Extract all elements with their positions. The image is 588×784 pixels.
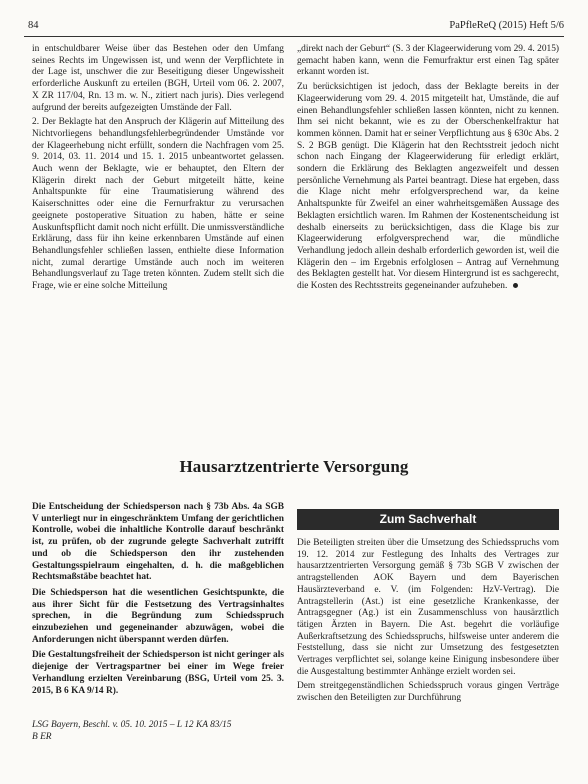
sachverhalt-heading: Zum Sachverhalt xyxy=(297,509,559,530)
headnote: Die Gestaltungsfreiheit der Schiedsperson ist nicht geringer als diejenige der Vertragspartner bei einer im Wege freier Verhandlung erzielten Vereinbarung (BSG, Urteil vom 25. 3. 2015, B 6 KA 9/14 R). xyxy=(32,650,284,696)
headnotes xyxy=(32,502,284,701)
case-citation xyxy=(32,720,284,743)
paragraph xyxy=(297,82,559,293)
citation-line: B ER xyxy=(32,731,52,742)
paragraph: Die Beteiligten streiten über die Umsetzung des Schiedsspruchs vom 19. 12. 2014 zur Festlegung des Inhalts des Vertrages zur hausarztzentrierten Versorgung gemäß § 73b SGB V zwischen der antragstellenden AOK Bayern und dem Bayerischen Hausärzteverband e. V. (im Folgenden: HzV-Vertrag). Die Antragstellerin (Ast.) ist eine gesetzliche Krankenkasse, der Antragsgegner (Ag.) ist ein Zusammenschluss von hausärztlich tätigen Ärzten in Bayern. Die Ast. begehrt die vorläufige Außerkraftsetzung des Schiedsspruchs, hilfsweise unter anderem die Feststellung, dass sie nicht zur Umsetzung des festgesetzten Vertrages verpflichtet sei, solange keine Einigung insbesondere über die Ausgestaltung bestimmter Anhänge erzielt worden sei. xyxy=(297,538,559,677)
sachverhalt-body xyxy=(297,538,559,708)
headnote: Die Schiedsperson hat die wesentlichen Gesichtspunkte, die aus ihrer Sicht für die Festsetzung des Vertragsinhaltes sprechen, in die Begründung zum Schiedsspruch einzubeziehen und gegeneinander abzuwägen, wobei die Anforderungen nicht überspannt werden dürfen. xyxy=(32,587,284,645)
top-right-column xyxy=(297,44,559,296)
top-left-column xyxy=(32,44,284,296)
page-number: 84 xyxy=(28,20,39,31)
section-title: Hausarztzentrierte Versorgung xyxy=(179,457,409,476)
header-rule xyxy=(24,36,564,37)
paragraph-text: Zu berücksichtigen ist jedoch, dass der Beklagte bereits in der Klageerwiderung vom 29. 4. 2015 mitgeteilt hat, Umstände, die auf einen Behandlungsfehler schließen lassen könnten, nicht zu kennen. Ihm sei nicht bekannt, wie es zu der Oberschenkelfraktur hat kommen können. Damit hat er seiner Verpflichtung aus § 630c Abs. 2 S. 2 BGB genügt. Die Klägerin hat den Rechtsstreit jedoch nicht schon nach Eingang der Klageerwiderung für erledigt erklärt, sondern die Erklärung des Beklagten angezweifelt und dessen persönliche Vernehmung als Partei beantragt. Diese hat ergeben, dass die Klage nicht mehr erfolgversprechend war, da keine Anhaltspunkte für Zweifel an einer wahrheitsgemäßen Aussage des Beklagten ersichtlich waren. Im Rahmen der Kostenentscheidung ist deshalb einerseits zu berücksichtigen, dass die Klage bis zur Klageerwiderung erfolgversprechend war, die mündliche Verhandlung jedoch allein deshalb erforderlich geworden ist, weil die Klägerin den – im Ergebnis erfolglosen – Antrag auf Vernehmung des Beklagten gestellt hat. Vor diesem Hintergrund ist es sachgerecht, die Kosten des Rechtsstreits gegeneinander aufzuheben. xyxy=(297,82,559,292)
paragraph: 2. Der Beklagte hat den Anspruch der Klägerin auf Mitteilung des Nichtvorliegens behandlungsfehlerbegründender Umstände vor der Klageerhebung nicht erfüllt, sondern die Nachfragen vom 25. 9. 2014, 03. 11. 2014 und 15. 1. 2015 unbeantwortet gelassen. Auch wenn der Beklagte, wie er behauptet, den Eltern der Klägerin direkt nach der Geburt mitgeteilt hätte, keine Anhaltspunkte für eine Traumatisierung während des Kaiserschnittes oder eine die Fernurfraktur zu verursachen geeignete postoperative Situation zu haben, hätte er seine Auskunftspflicht damit noch nicht erfüllt. Die unmissverständliche Erklärung, dass für ihn keine erkennbaren Umstände auf einen Behandlungsfehler schließen lassen, enthielte diese Information nicht, zumal derartige Umstände auch noch im weiteren Behandlungsverlauf zu Tage treten könnten. Zudem stellt sich die Frage, wie er eine solche Mitteilung xyxy=(32,117,284,292)
headnote: Die Entscheidung der Schiedsperson nach § 73b Abs. 4a SGB V unterliegt nur in eingeschränktem Umfang der gerichtlichen Kontrolle, wobei die inhaltliche Kontrolle darauf beschränkt ist, zu prüfen, ob der zugrunde gelegte Sachverhalt zutrifft und ob die Schiedsperson den ihr zustehenden Gestaltungsspielraum eingehalten, d. h. die maßgeblichen Rechtsmaßstäbe beachtet hat. xyxy=(32,502,284,583)
journal-header: PaPfleReQ (2015) Heft 5/6 xyxy=(449,20,564,31)
paragraph: in entschuldbarer Weise über das Bestehen oder den Umfang seines Rechts im Ungewissen ist, und wenn der Verpflichtete in der Lage ist, unschwer die zur Beseitigung dieser Ungewissheit erforderliche Auskunft zu erteilen (BGH, Urteil vom 06. 2. 2007, X ZR 117/04, Rn. 13 m. w. N., zitiert nach juris). Dies verlegend aufgrund der bereits aufgezeigten Umstände der Fall. xyxy=(32,44,284,113)
citation-line: LSG Bayern, Beschl. v. 05. 10. 2015 – L 12 KA 83/15 xyxy=(32,720,232,730)
paragraph: Dem streitgegenständlichen Schiedsspruch voraus gingen Verträge zwischen den Beteiligten zur Durchführung xyxy=(297,681,559,704)
end-bullet-icon xyxy=(513,283,518,288)
paragraph: „direkt nach der Geburt“ (S. 3 der Klageerwiderung vom 29. 4. 2015) gemacht haben kann, wenn die Femurfraktur erst einen Tag später erkannt worden ist. xyxy=(297,44,559,78)
